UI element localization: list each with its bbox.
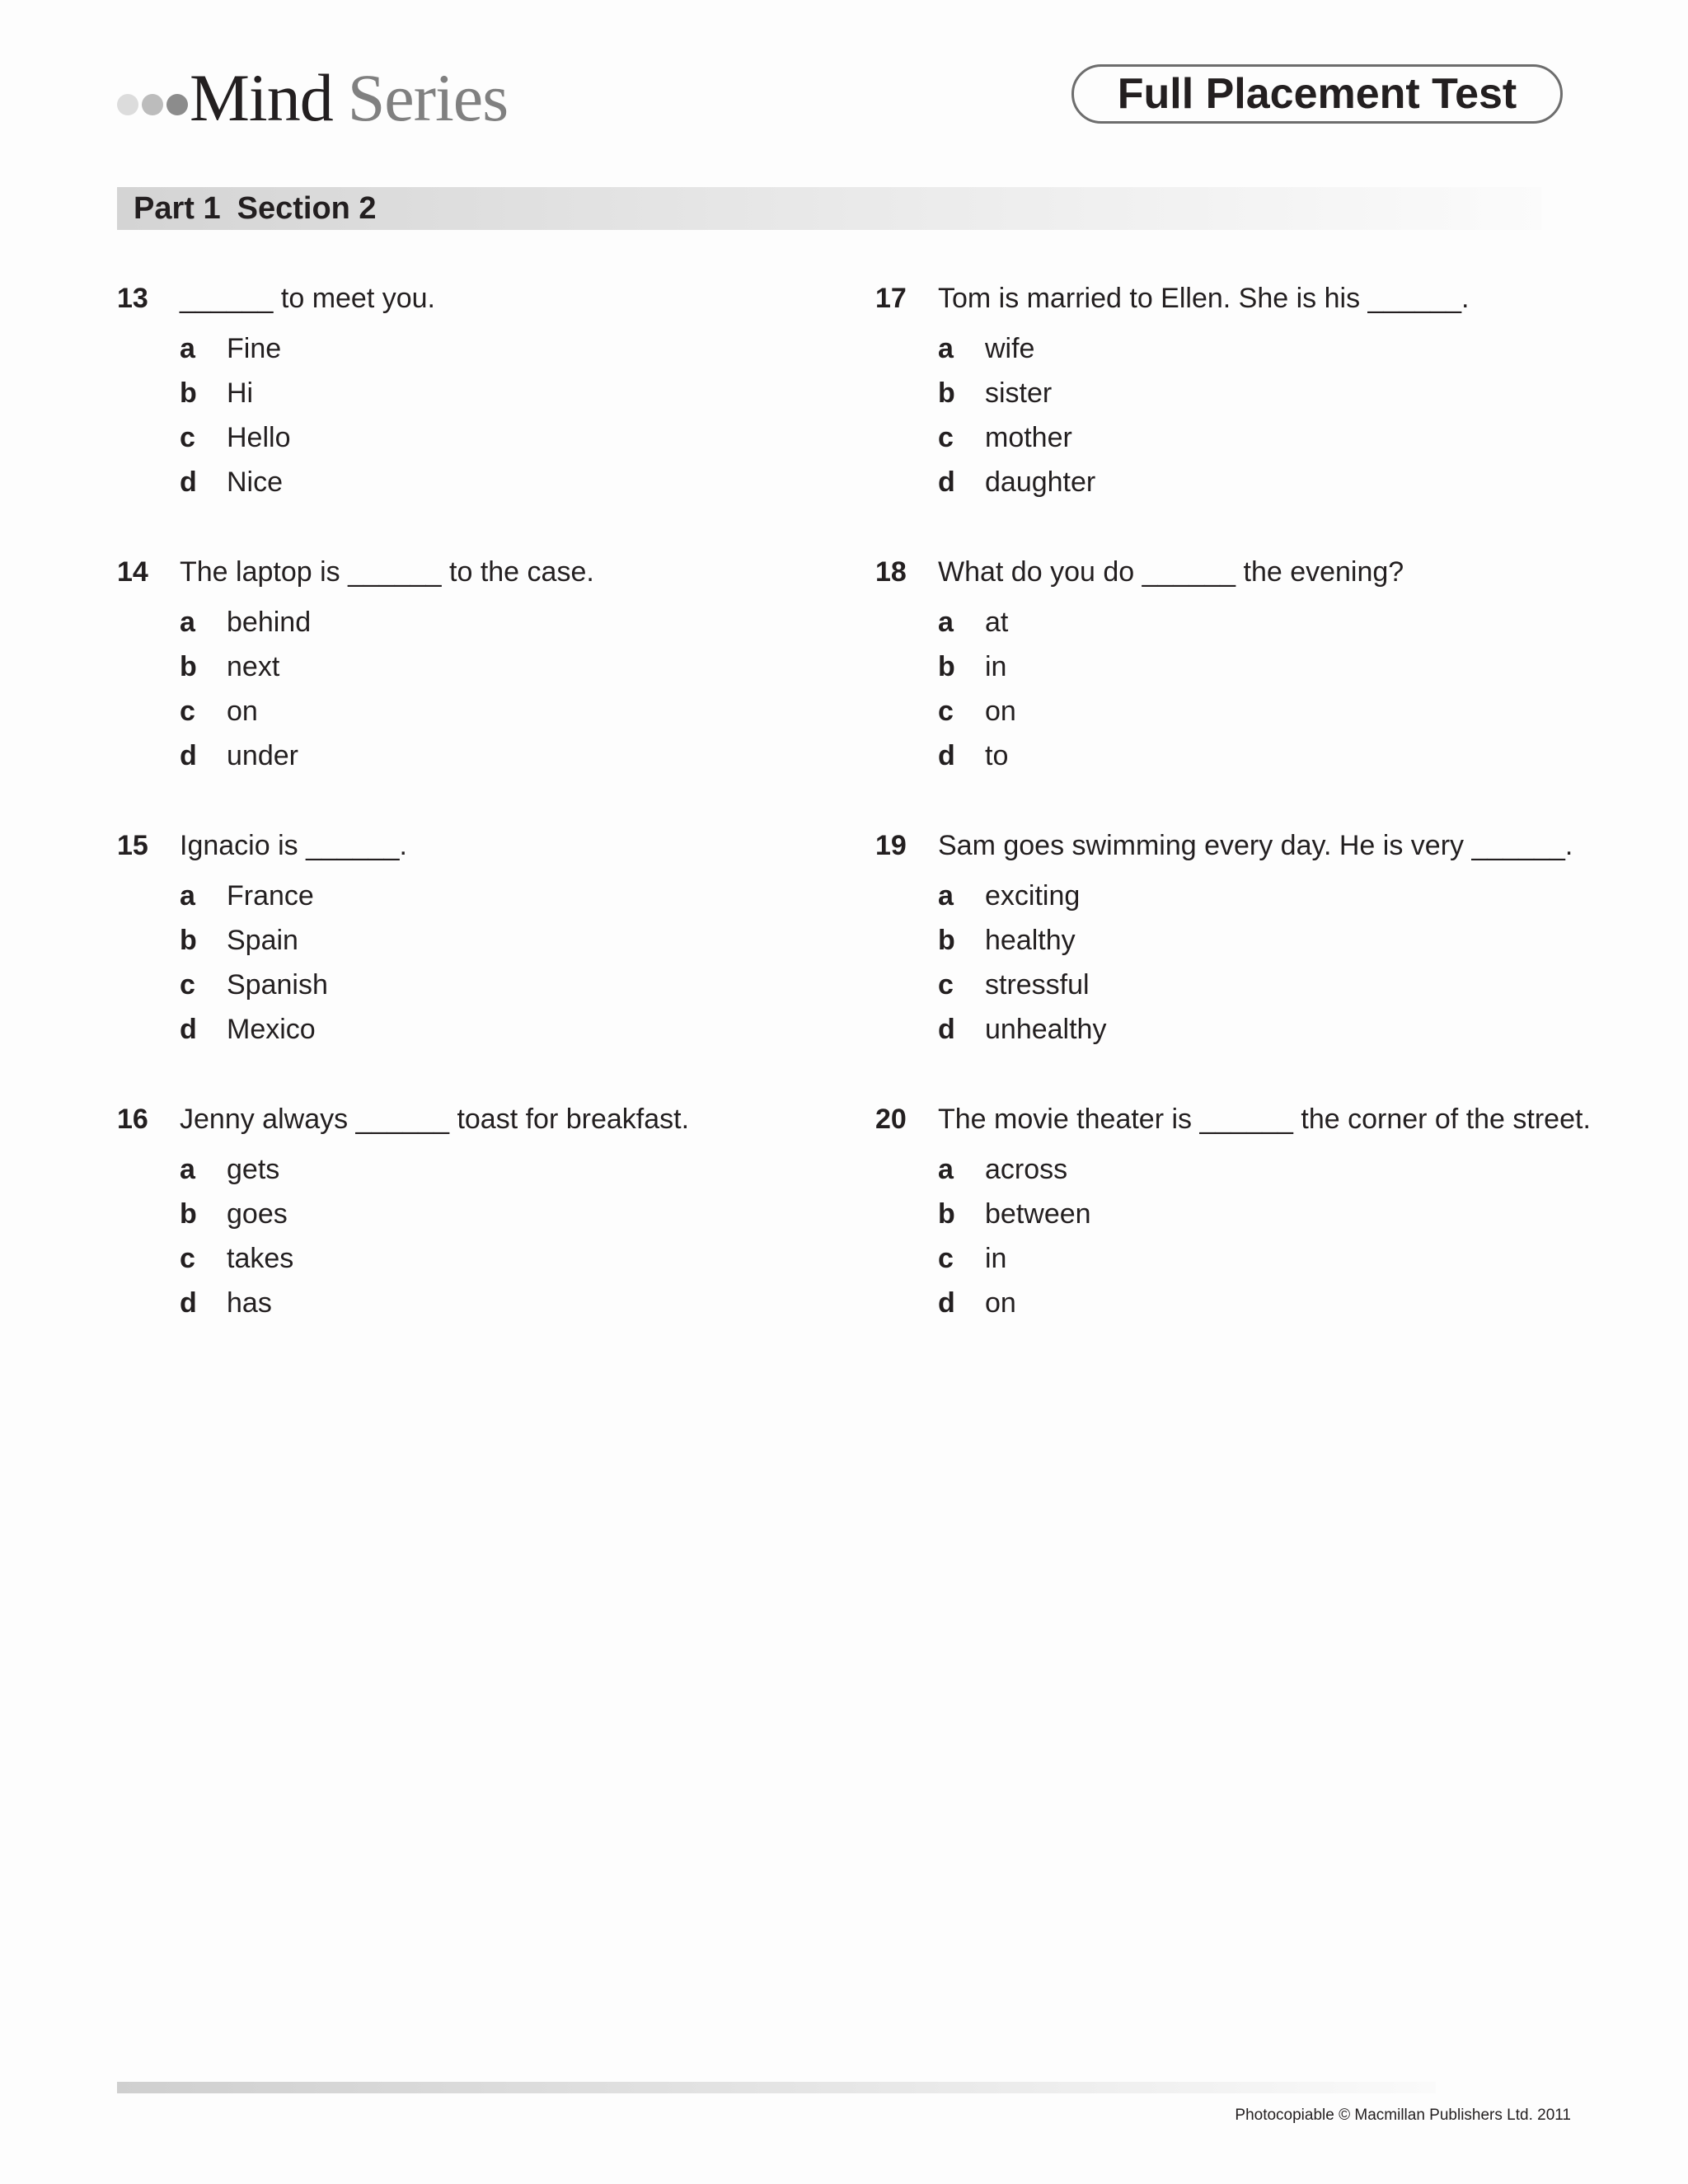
answer-option[interactable] [180,600,311,644]
answer-option[interactable] [938,1236,1091,1281]
option-letter: d [938,1014,955,1045]
answer-option[interactable] [938,415,1095,460]
option-text: stressful [985,969,1090,1001]
option-letter: c [938,422,954,453]
questions-column-right [875,280,1601,1375]
answer-option[interactable] [180,874,328,918]
question-text: The laptop is ______ to the case. [180,556,594,588]
logo-word-mind: Mind [190,60,333,135]
option-text: France [227,880,314,912]
option-letter: b [180,925,197,956]
option-letter: c [938,969,954,1001]
answer-options [180,874,328,1052]
answer-option[interactable] [180,733,311,778]
answer-option[interactable] [180,460,290,504]
logo-word-series: Series [347,60,509,135]
answer-option[interactable] [938,963,1106,1007]
option-letter: d [180,466,197,498]
section-label [134,187,377,230]
answer-options [938,1147,1091,1325]
option-text: under [227,740,298,771]
option-text: exciting [985,880,1081,912]
answer-option[interactable] [938,1281,1091,1325]
option-letter: c [938,696,954,727]
option-text: Hello [227,422,291,453]
answer-option[interactable] [938,326,1095,371]
answer-option[interactable] [938,918,1106,963]
logo-dot [142,94,163,115]
option-text: Hi [227,377,254,409]
option-letter: b [180,377,197,409]
option-text: takes [227,1243,294,1274]
option-text: goes [227,1198,288,1230]
option-text: across [985,1154,1068,1185]
option-text: at [985,607,1009,638]
answer-option[interactable] [938,1147,1091,1192]
option-letter: d [938,1287,955,1319]
option-letter: c [180,422,195,453]
question-text: Sam goes swimming every day. He is very ______. [938,830,1573,861]
answer-option[interactable] [938,874,1106,918]
option-text: behind [227,607,312,638]
option-text: unhealthy [985,1014,1107,1045]
option-letter: b [938,925,955,956]
option-letter: c [180,1243,195,1274]
logo-dots [117,94,188,115]
answer-options [180,1147,293,1325]
answer-option[interactable] [938,644,1016,689]
question-number: 13 [117,283,148,314]
answer-options [938,874,1106,1052]
option-letter: b [938,377,955,409]
question-number: 15 [117,830,148,861]
question-15 [117,827,842,1101]
option-letter: c [180,696,195,727]
question-number: 20 [875,1104,907,1135]
question-13 [117,280,842,554]
option-text: Spanish [227,969,328,1001]
option-letter: a [180,333,195,364]
question-text: ______ to meet you. [180,283,436,314]
option-text: next [227,651,280,682]
question-number: 14 [117,556,148,588]
question-17 [875,280,1601,554]
answer-option[interactable] [180,918,328,963]
answer-option[interactable] [938,371,1095,415]
answer-option[interactable] [180,1281,293,1325]
option-text: Spain [227,925,298,956]
option-letter: b [180,651,197,682]
option-text: Nice [227,466,284,498]
option-letter: a [938,1154,954,1185]
option-letter: b [938,1198,955,1230]
option-letter: a [180,607,195,638]
question-text: Tom is married to Ellen. She is his ______. [938,283,1470,314]
option-text: in [985,651,1007,682]
section-header [117,187,1541,230]
option-text: to [985,740,1009,771]
answer-option[interactable] [180,1147,293,1192]
series-logo [117,58,509,135]
question-number: 16 [117,1104,148,1135]
answer-option[interactable] [180,689,311,733]
answer-option[interactable] [180,1192,293,1236]
answer-option[interactable] [938,600,1016,644]
answer-option[interactable] [938,733,1016,778]
question-20 [875,1101,1601,1375]
question-number: 19 [875,830,907,861]
option-text: has [227,1287,272,1319]
question-19 [875,827,1601,1101]
option-letter: c [938,1243,954,1274]
logo-dot [166,94,188,115]
option-letter: d [938,466,955,498]
part-label: Part 1 [134,191,221,226]
option-text: in [985,1243,1007,1274]
answer-options [938,326,1095,504]
option-letter: d [180,740,197,771]
option-letter: a [938,333,954,364]
answer-option[interactable] [938,689,1016,733]
option-letter: d [938,740,955,771]
answer-option[interactable] [180,415,290,460]
option-text: Mexico [227,1014,316,1045]
option-letter: a [938,880,954,912]
option-letter: d [180,1287,197,1319]
logo-dot [117,94,138,115]
section-name: Section 2 [237,191,377,226]
option-letter: b [180,1198,197,1230]
option-text: on [985,1287,1016,1319]
question-text: Ignacio is ______. [180,830,407,861]
question-16 [117,1101,842,1375]
question-text: Jenny always ______ toast for breakfast. [180,1104,690,1135]
option-letter: a [180,880,195,912]
answer-option[interactable] [938,460,1095,504]
option-text: between [985,1198,1091,1230]
question-18 [875,554,1601,827]
answer-option[interactable] [180,371,290,415]
option-text: sister [985,377,1053,409]
answer-options [938,600,1016,778]
answer-option[interactable] [180,1236,293,1281]
option-letter: d [180,1014,197,1045]
answer-option[interactable] [938,1192,1091,1236]
question-text: What do you do ______ the evening? [938,556,1404,588]
question-text: The movie theater is ______ the corner of the street. [938,1104,1591,1135]
option-text: Fine [227,333,282,364]
question-number: 18 [875,556,907,588]
option-letter: a [938,607,954,638]
option-letter: a [180,1154,195,1185]
answer-option[interactable] [180,326,290,371]
option-text: healthy [985,925,1076,956]
answer-option[interactable] [180,644,311,689]
option-text: wife [985,333,1035,364]
option-text: mother [985,422,1072,453]
option-text: daughter [985,466,1096,498]
option-letter: b [938,651,955,682]
question-number: 17 [875,283,907,314]
answer-options [180,600,311,778]
option-letter: c [180,969,195,1001]
answer-option[interactable] [938,1007,1106,1052]
option-text: gets [227,1154,280,1185]
questions-column-left [117,280,842,1375]
copyright-notice: Photocopiable © Macmillan Publishers Ltd. 2011 [1235,2107,1571,2124]
option-text: on [985,696,1016,727]
footer-divider [117,2082,1436,2093]
answer-options [180,326,290,504]
question-14 [117,554,842,827]
option-text: on [227,696,258,727]
answer-option[interactable] [180,1007,328,1052]
test-title: Full Placement Test [1071,64,1563,124]
answer-option[interactable] [180,963,328,1007]
